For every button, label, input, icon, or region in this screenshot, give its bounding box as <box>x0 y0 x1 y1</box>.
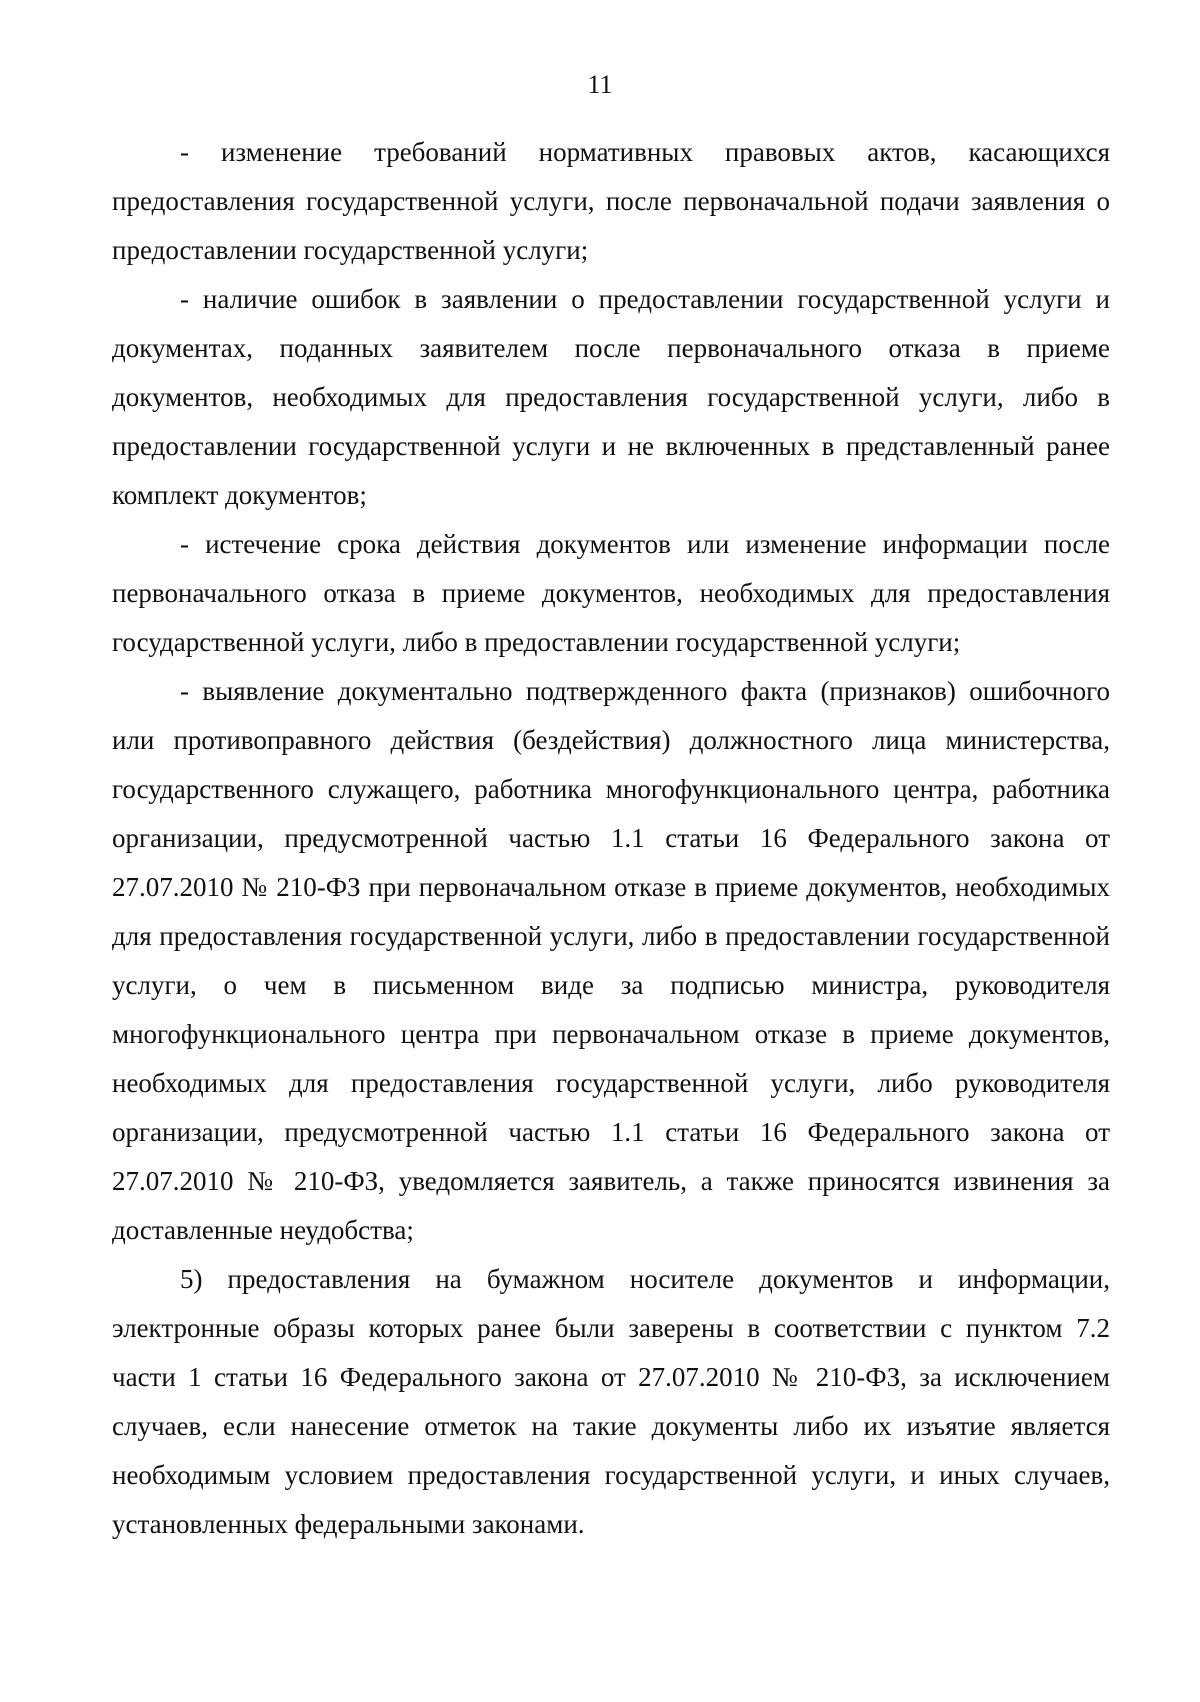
paragraph-errors-in-application: - наличие ошибок в заявлении о предоставлении государственной услуги и документах, поданных заявителем после первоначального отказа в приеме документов, необходимых для предоставления государственной услуги, либо в предоставлении государственной услуги и не включенных в представленный ранее комплект документов; <box>112 284 1110 510</box>
paragraph-item-5: 5) предоставления на бумажном носителе документов и информации, электронные образы которых ранее были заверены в соответствии с пунктом 7.2 части 1 статьи 16 Федерального закона от 27.07.2010 № 210-ФЗ, за исключением случаев, если нанесение отметок на такие документы либо их изъятие является необходимым условием предоставления государственной услуги, и иных случаев, установленных федеральными законами. <box>112 1264 1110 1539</box>
paragraph-official-error: - выявление документально подтвержденного факта (признаков) ошибочного или противоправного действия (бездействия) должностного лица министерства, государственного служащего, работника многофункционального центра, работника организации, предусмотренной частью 1.1 статьи 16 Федерального закона от 27.07.2010 № 210-ФЗ при первоначальном отказе в приеме документов, необходимых для предоставления государственной услуги, либо в предоставлении государственной услуги, о чем в письменном виде за подписью министра, руководителя многофункционального центра при первоначальном отказе в приеме документов, необходимых для предоставления государственной услуги, либо руководителя организации, предусмотренной частью 1.1 статьи 16 Федерального закона от 27.07.2010 № 210-ФЗ, уведомляется заявитель, а также приносятся извинения за доставленные неудобства; <box>112 676 1110 1245</box>
page-number: 11 <box>587 70 613 99</box>
paragraph-requirements-change: - изменение требований нормативных правовых актов, касающихся предоставления государственной услуги, после первоначальной подачи заявления о предоставлении государственной услуги; <box>112 137 1110 265</box>
document-body <box>112 128 1110 1549</box>
paragraph-documents-expiry: - истечение срока действия документов или изменение информации после первоначального отказа в приеме документов, необходимых для предоставления государственной услуги, либо в предоставлении государственной услуги; <box>112 529 1110 657</box>
